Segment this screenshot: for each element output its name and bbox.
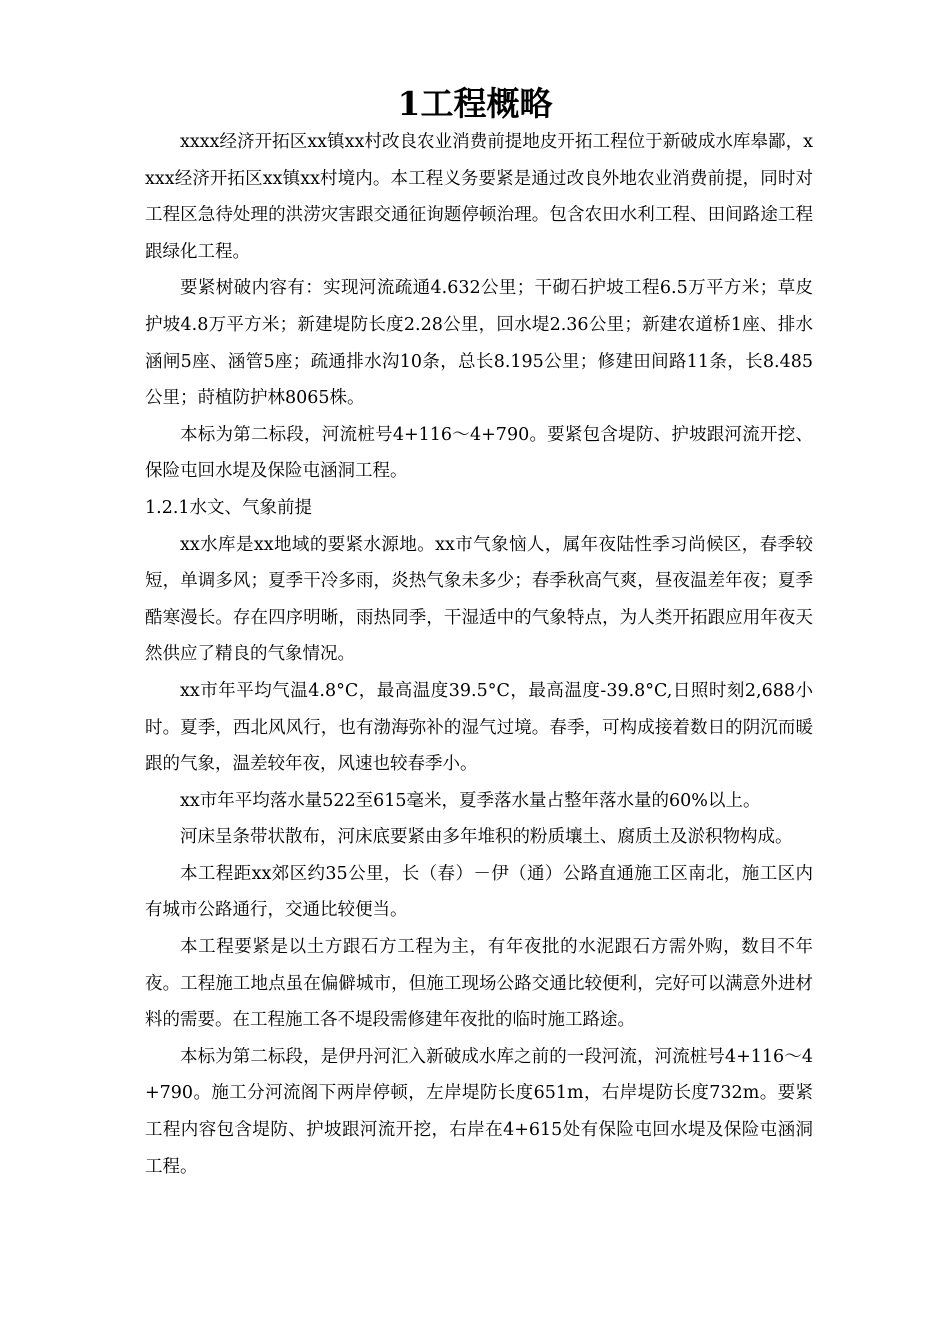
section-heading: 1.2.1水文、气象前提: [145, 497, 313, 518]
paragraph-main-content: 要紧树破内容有：实现河流疏通4.632公里；干砌石护坡工程6.5万平方米；草皮护坡4.8万平方米；新建堤防长度2.28公里，回水堤2.36公里；新建农道桥1座、排水涵闸5座、涵管5座；疏通排水沟10条，总长8.195公里；修建田间路11条，长8.485公里；莳植防护林8065株。: [145, 278, 813, 409]
paragraph-construction: 本标为第二标段，是伊丹河汇入新破成水库之前的一段河流，河流桩号4+116～4+790。施工分河流阁下两岸停顿，左岸堤防长度651m，右岸堤防长度732m。要紧工程内容包含堤防、护坡跟河流开挖，右岸在4+615处有保险屯回水堤及保险屯涵洞工程。: [145, 1046, 813, 1177]
page-title: 1工程概略: [397, 84, 553, 123]
paragraph-temperature: xx市年平均气温4.8°C，最高温度39.5°C，最高温度-39.8°C,日照时刻2,688小时。夏季，西北风风行，也有渤海弥补的湿气过境。春季，可构成接着数日的阴沉而暖跟的气象，温差较年夜，风速也较春季小。: [145, 680, 813, 775]
paragraph-overview: xxxx经济开拓区xx镇xx村改良农业消费前提地皮开拓工程位于新破成水库皋鄙，xxxx经济开拓区xx镇xx村境内。本工程义务要紧是通过改良外地农业消费前提，同时对工程区急待处理的洪涝灾害跟交通征询题停顿治理。包含农田水利工程、田间路途工程跟绿化工程。: [145, 132, 813, 262]
paragraph-precipitation: xx市年平均落水量522至615毫米，夏季落水量占整年落水量的60%以上。: [180, 790, 761, 811]
paragraph-traffic: 本工程距xx郊区约35公里，长（春）－伊（通）公路直通施工区南北，施工区内有城市公路通行，交通比较便当。: [145, 863, 813, 921]
paragraph-bid-section: 本标为第二标段，河流桩号4+116～4+790。要紧包含堤防、护坡跟河流开挖、保险屯回水堤及保险屯涵洞工程。: [145, 424, 813, 482]
document-body: [145, 124, 813, 1185]
paragraph-climate: xx水库是xx地域的要紧水源地。xx市气象恼人，属年夜陆性季习尚候区，春季较短，单调多风；夏季干冷多雨，炎热气象未多少；春季秋高气爽，昼夜温差年夜；夏季酷寒漫长。存在四序明晰，雨热同季，干湿适中的气象特点，为人类开拓跟应用年夜天然供应了精良的气象情况。: [145, 534, 813, 665]
paragraph-materials: 本工程要紧是以土方跟石方工程为主，有年夜批的水泥跟石方需外购，数目不年夜。工程施工地点虽在偏僻城市，但施工现场公路交通比较便利，完好可以满意外进材料的需要。在工程施工各不堤段需修建年夜批的临时施工路途。: [145, 937, 813, 1031]
paragraph-riverbed: 河床呈条带状散布，河床底要紧由多年堆积的粉质壤土、腐质土及淤积物构成。: [180, 827, 793, 848]
